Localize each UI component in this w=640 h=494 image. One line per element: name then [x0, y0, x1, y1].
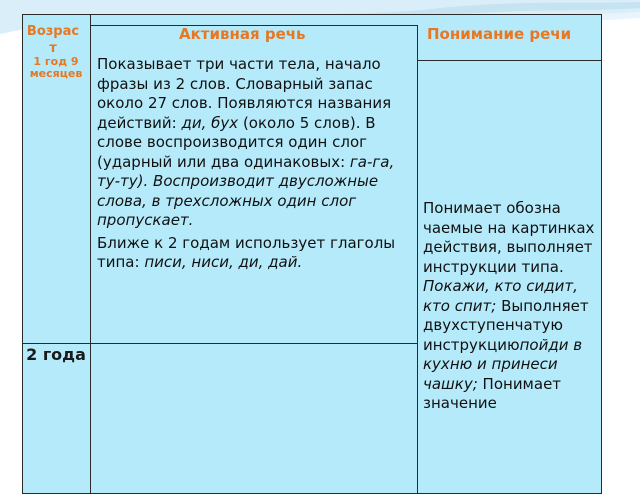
age-row-2 — [25, 345, 87, 365]
header-underline-understanding — [417, 60, 602, 61]
active-speech-example-2: га-га, ту-ту). Воспроизводит двусложные слова, в трехсложных один слог пропускает. — [97, 152, 395, 229]
age-row-1: 1 год 9 месяцев — [29, 55, 83, 80]
header-understanding: Понимание речи — [427, 25, 572, 43]
active-speech-paragraph-2 — [97, 234, 415, 273]
active-speech-example-3: писи, ниси, ди, дай. — [144, 253, 303, 271]
understanding-paragraph — [423, 199, 601, 414]
active-speech-example-1: ди, бух — [181, 113, 239, 132]
understanding-example-1: Покажи, кто сидит, кто спит; — [423, 277, 578, 315]
development-table — [22, 14, 602, 494]
col-divider-1 — [90, 15, 91, 494]
col-divider-2 — [417, 25, 418, 494]
active-speech-line-2: Ближе к 2 годам использует глаголы типа: — [97, 233, 396, 271]
active-speech-paragraph-1 — [97, 55, 415, 231]
active-speech-text — [97, 55, 415, 273]
header-active-speech: Активная речь — [179, 25, 306, 43]
understanding-line-3: Понимает значение — [423, 374, 562, 412]
understanding-line-2: Выполняет двухступенчатую инструкцию — [423, 296, 589, 354]
understanding-text — [423, 199, 601, 414]
understanding-line-1: Понимает обозна чаемые на картинках действия, выполняет инструкции типа. — [423, 199, 595, 276]
active-speech-line-1: Показывает три части тела, начало фразы из 2 слов. Словарный запас около 27 слов. Появляются названия действий: — [97, 55, 392, 132]
age-row-2-label: 2 года — [26, 345, 86, 364]
active-speech-line-1b: (около 5 слов). В слове воспроизводится один слог (ударный или два одинаковых: — [97, 113, 376, 171]
header-age: Возраст — [26, 24, 80, 56]
row-divider — [23, 343, 417, 344]
understanding-example-2: пойди в кухню и принеси чашку; — [423, 335, 583, 393]
